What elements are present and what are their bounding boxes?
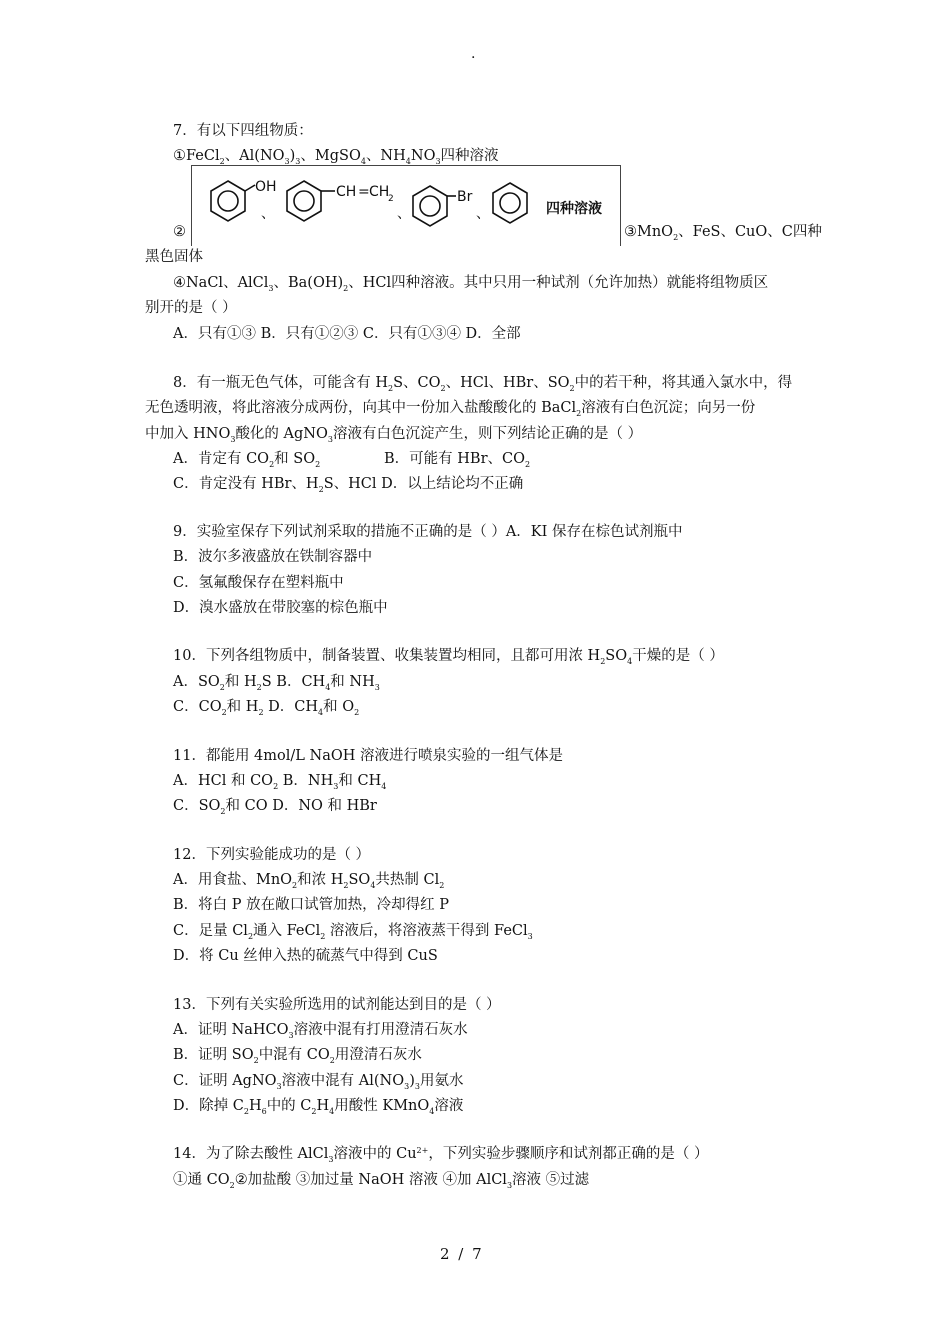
chemical-structures-figure: [191, 165, 621, 246]
q9-option-d: D．溴水盛放在带胶塞的棕色瓶中: [173, 600, 388, 616]
q7-group-4: ④NaCl、AlCl$_3$、$Ba(OH)_2$、HCl四种溶液。其中只用一种试剂（允许加热）就能将组物质区: [173, 275, 769, 293]
q11-line-2: A．HCl 和 $CO_2$ B．$NH_3$和 $CH_4$: [173, 773, 387, 791]
svg-text:、: 、: [397, 206, 411, 222]
vinyl-label-b: CH: [369, 184, 390, 200]
q9-option-c: C．氢氟酸保存在塑料瓶中: [173, 575, 344, 591]
q8-option-c-d: C．肯定没有 HBr、$H_2S$、HCl D．以上结论均不正确: [173, 476, 524, 494]
q13-option-b: B．证明 $SO_2$中混有 $CO_2$用澄清石灰水: [173, 1047, 422, 1065]
benzene-ring-3: [413, 186, 447, 226]
svg-text:=: =: [358, 184, 370, 200]
q12-option-a: A．用食盐、MnO$_2$和浓 $H_2SO_4$共热制 $Cl_2$: [173, 872, 445, 890]
benzene-ring-1: [211, 181, 245, 221]
q7-group-3-cont: 黑色固体: [145, 249, 203, 265]
q11-line-1: 11．都能用 4mol/L NaOH 溶液进行喷泉实验的一组气体是: [173, 748, 563, 764]
q13-option-d: D．除掉 $C_2H_6$中的 $C_2H_4$用酸性 KMnO$_4$溶液: [173, 1098, 464, 1116]
bromo-label: Br: [457, 189, 473, 205]
q13-option-a: A．证明 NaHCO$_3$溶液中混有打用澄清石灰水: [173, 1022, 468, 1040]
four-solutions-label: 四种溶液: [546, 201, 602, 217]
svg-text:、: 、: [476, 206, 490, 222]
q10-line-1: 10．下列各组物质中，制备装置、收集装置均相同，且都可用浓 $H_2SO_4$干燥的是（ ）: [173, 648, 724, 666]
q12-option-d: D．将 Cu 丝伸入热的硫蒸气中得到 CuS: [173, 948, 438, 964]
page-number: 2 / 7: [440, 1245, 484, 1263]
q8-line-3: 中加入 $HNO_3$酸化的 AgNO$_3$溶液有白色沉淀产生，则下列结论正确的是（ ）: [145, 426, 643, 444]
q12-option-c: C．足量 $Cl_2$通入 FeCl$_2$ 溶液后，将溶液蒸干得到 FeCl$_3$: [173, 923, 533, 941]
q7-group-3: ③MnO$_2$、FeS、CuO、C四种: [624, 224, 822, 242]
q12-option-b: B．将白 P 放在敞口试管加热，冷却得红 P: [173, 897, 449, 913]
q13-line-1: 13．下列有关实验所选用的试剂能达到目的是（ ）: [173, 997, 501, 1013]
q7-options: A．只有①③ B．只有①②③ C．只有①③④ D．全部: [173, 326, 521, 342]
vinyl-label-a: CH: [336, 184, 357, 200]
q13-option-c: C．证明 AgNO$_3$溶液中混有 $Al(NO_3)_3$用氨水: [173, 1073, 464, 1091]
benzene-ring-4: [493, 183, 527, 223]
q9-line-1: 9．实验室保存下列试剂采取的措施不正确的是（ ）A．KI 保存在棕色试剂瓶中: [173, 524, 683, 540]
q10-line-3: C．$CO_2$和 $H_2$ D．$CH_4$和 $O_2$: [173, 699, 360, 717]
q14-line-1: 14．为了除去酸性 AlCl$_3$溶液中的 $Cu^{2+}$，下列实验步骤顺序和试剂都正确的是（ ）: [173, 1146, 709, 1164]
q7-group-1: ①FeCl$_2$、$Al(NO_3)_3$、MgSO$_4$、$NH_4NO_3$四种溶液: [173, 148, 499, 166]
svg-text:、: 、: [261, 206, 275, 222]
q7-group-4-cont: 别开的是（ ）: [145, 300, 237, 316]
q9-option-b: B．波尔多液盛放在铁制容器中: [173, 549, 373, 565]
q10-line-2: A．$SO_2$和 $H_2S$ B．$CH_4$和 $NH_3$: [173, 674, 380, 692]
hydroxyl-label: OH: [255, 179, 277, 195]
q12-line-1: 12．下列实验能成功的是（ ）: [173, 847, 371, 863]
q8-option-b: B．可能有 HBr、$CO_2$: [384, 451, 531, 469]
benzene-ring-2: [287, 181, 321, 221]
q11-line-3: C．$SO_2$和 CO D．NO 和 HBr: [173, 798, 377, 816]
q8-option-a: A．肯定有 $CO_2$和 $SO_2$: [173, 451, 321, 469]
q14-line-2: ①通 $CO_2②$加盐酸 ③加过量 NaOH 溶液 ④加 AlCl$_3$溶液 ⑤过滤: [173, 1172, 590, 1190]
q7-stem: 7．有以下四组物质：: [173, 123, 313, 139]
svg-text:2: 2: [388, 194, 394, 204]
header-dot: .: [471, 46, 476, 62]
q8-line-2: 无色透明液，将此溶液分成两份，向其中一份加入盐酸酸化的 BaCl$_2$溶液有白色沉淀；向另一份: [145, 400, 756, 418]
q7-group-2: ②: [173, 224, 186, 240]
q8-line-1: 8．有一瓶无色气体，可能含有 $H_2S$、$CO_2$、HCl、HBr、$SO_2$中的若干种，将其通入氯水中，得: [173, 375, 793, 393]
